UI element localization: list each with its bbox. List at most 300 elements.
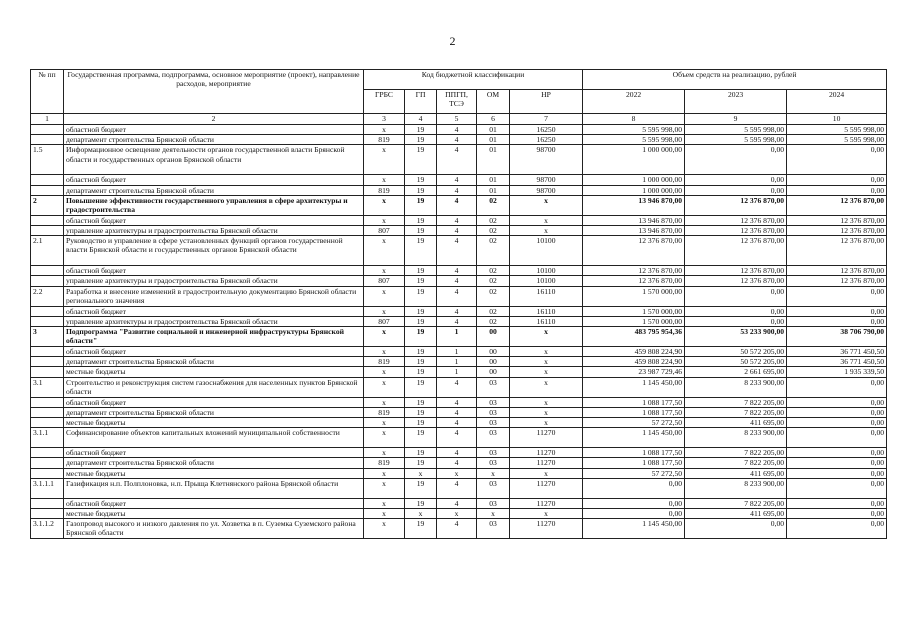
row-number: 3.1 [31, 377, 64, 397]
value-2022: 459 808 224,90 [583, 347, 685, 357]
grbs-cell: x [364, 428, 405, 448]
table-row [31, 226, 887, 236]
ppgp-cell: 4 [437, 428, 477, 448]
header-ppgp: ППГП, ТСЭ [437, 90, 477, 114]
ppgp-cell: 4 [437, 377, 477, 397]
grbs-cell: x [364, 478, 405, 498]
grbs-cell: 807 [364, 226, 405, 236]
nr-cell: 98700 [510, 175, 583, 185]
value-2023: 411 695,00 [685, 468, 787, 478]
nr-cell: 16250 [510, 135, 583, 145]
value-2023: 0,00 [685, 316, 787, 326]
value-2023: 53 233 900,00 [685, 327, 787, 347]
gp-cell: x [405, 468, 437, 478]
grbs-cell: x [364, 306, 405, 316]
gp-cell: 19 [405, 327, 437, 347]
value-2022: 483 795 954,36 [583, 327, 685, 347]
row-number: 1.5 [31, 145, 64, 175]
nr-cell: 10100 [510, 266, 583, 276]
header-num: № пп [31, 70, 64, 114]
value-2022: 12 376 870,00 [583, 266, 685, 276]
value-2024: 0,00 [787, 145, 887, 175]
ppgp-cell: x [437, 509, 477, 519]
value-2023: 0,00 [685, 145, 787, 175]
value-2024: 36 771 450,50 [787, 357, 887, 367]
row-number [31, 276, 64, 286]
om-cell: 03 [477, 519, 510, 539]
nr-cell: 10100 [510, 236, 583, 266]
gp-cell: 19 [405, 276, 437, 286]
value-2022: 1 000 000,00 [583, 145, 685, 175]
gp-cell: 19 [405, 519, 437, 539]
grbs-cell: x [364, 377, 405, 397]
table-row [31, 236, 887, 266]
nr-cell: 16250 [510, 125, 583, 135]
row-number [31, 125, 64, 135]
grbs-cell: 807 [364, 276, 405, 286]
om-cell: 03 [477, 478, 510, 498]
row-name: областной бюджет [64, 347, 364, 357]
nr-cell: 11270 [510, 448, 583, 458]
grbs-cell: x [364, 195, 405, 215]
om-cell: 03 [477, 428, 510, 448]
row-number [31, 418, 64, 428]
ppgp-cell: 4 [437, 195, 477, 215]
gp-cell: 19 [405, 185, 437, 195]
value-2023: 12 376 870,00 [685, 226, 787, 236]
value-2024: 1 935 339,50 [787, 367, 887, 377]
column-number: 8 [583, 114, 685, 125]
gp-cell: 19 [405, 125, 437, 135]
gp-cell: 19 [405, 226, 437, 236]
grbs-cell: x [364, 347, 405, 357]
column-number: 6 [477, 114, 510, 125]
row-name: областной бюджет [64, 397, 364, 407]
om-cell: 02 [477, 306, 510, 316]
ppgp-cell: 4 [437, 519, 477, 539]
nr-cell: x [510, 509, 583, 519]
gp-cell: 19 [405, 458, 437, 468]
gp-cell: 19 [405, 195, 437, 215]
gp-cell: 19 [405, 175, 437, 185]
value-2022: 1 570 000,00 [583, 316, 685, 326]
gp-cell: 19 [405, 498, 437, 508]
header-2022: 2022 [583, 90, 685, 114]
ppgp-cell: 4 [437, 397, 477, 407]
table-row [31, 347, 887, 357]
ppgp-cell: 4 [437, 478, 477, 498]
row-number [31, 509, 64, 519]
table-row [31, 519, 887, 539]
nr-cell: x [510, 418, 583, 428]
om-cell: 02 [477, 236, 510, 266]
value-2024: 5 595 998,00 [787, 135, 887, 145]
ppgp-cell: 4 [437, 125, 477, 135]
gp-cell: 19 [405, 377, 437, 397]
gp-cell: 19 [405, 236, 437, 266]
row-name: областной бюджет [64, 125, 364, 135]
nr-cell: 16110 [510, 286, 583, 306]
nr-cell: x [510, 377, 583, 397]
nr-cell: x [510, 195, 583, 215]
value-2022: 5 595 998,00 [583, 125, 685, 135]
column-number: 4 [405, 114, 437, 125]
gp-cell: 19 [405, 448, 437, 458]
column-number: 3 [364, 114, 405, 125]
ppgp-cell: 4 [437, 135, 477, 145]
table-row [31, 407, 887, 417]
om-cell: 02 [477, 266, 510, 276]
om-cell: x [477, 509, 510, 519]
value-2022: 23 987 729,46 [583, 367, 685, 377]
row-name: департамент строительства Брянской области [64, 185, 364, 195]
value-2024: 36 771 450,50 [787, 347, 887, 357]
gp-cell: 19 [405, 357, 437, 367]
table-row [31, 428, 887, 448]
value-2022: 1 088 177,50 [583, 458, 685, 468]
column-number: 9 [685, 114, 787, 125]
row-number [31, 458, 64, 468]
gp-cell: 19 [405, 397, 437, 407]
row-name: местные бюджеты [64, 367, 364, 377]
nr-cell: 11270 [510, 478, 583, 498]
table-row [31, 468, 887, 478]
table-row [31, 377, 887, 397]
table-row [31, 478, 887, 498]
table-row [31, 397, 887, 407]
table-row [31, 276, 887, 286]
om-cell: 02 [477, 215, 510, 225]
table-row [31, 286, 887, 306]
row-name: Подпрограмма "Развитие социальной и инженерной инфраструктуры Брянской области" [64, 327, 364, 347]
nr-cell: 98700 [510, 145, 583, 175]
ppgp-cell: 4 [437, 266, 477, 276]
value-2024: 0,00 [787, 498, 887, 508]
row-number: 3.1.1 [31, 428, 64, 448]
row-number [31, 367, 64, 377]
row-name: департамент строительства Брянской области [64, 135, 364, 145]
row-number [31, 266, 64, 276]
table-row [31, 327, 887, 347]
value-2024: 0,00 [787, 286, 887, 306]
grbs-cell: x [364, 367, 405, 377]
om-cell: 03 [477, 458, 510, 468]
om-cell: 02 [477, 286, 510, 306]
grbs-cell: x [364, 327, 405, 347]
row-number: 3.1.1.1 [31, 478, 64, 498]
value-2023: 12 376 870,00 [685, 195, 787, 215]
value-2022: 1 000 000,00 [583, 185, 685, 195]
nr-cell: 11270 [510, 428, 583, 448]
row-name: Информационное освещение деятельности органов государственной власти Брянской области и государственных органов Брянской области [64, 145, 364, 175]
row-number: 2.2 [31, 286, 64, 306]
value-2023: 0,00 [685, 175, 787, 185]
grbs-cell: x [364, 266, 405, 276]
header-grbs: ГРБС [364, 90, 405, 114]
row-number: 2.1 [31, 236, 64, 266]
row-name: Софинансирование объектов капитальных вложений муниципальной собственности [64, 428, 364, 448]
value-2024: 0,00 [787, 397, 887, 407]
value-2022: 459 808 224,90 [583, 357, 685, 367]
om-cell: 00 [477, 347, 510, 357]
grbs-cell: x [364, 468, 405, 478]
gp-cell: 19 [405, 316, 437, 326]
table-row [31, 266, 887, 276]
value-2022: 1 570 000,00 [583, 286, 685, 306]
grbs-cell: x [364, 125, 405, 135]
row-name: Газопровод высокого и низкого давления по ул. Хозветка в п. Суземка Суземского района Брянской области [64, 519, 364, 539]
row-name: местные бюджеты [64, 509, 364, 519]
nr-cell: 11270 [510, 519, 583, 539]
nr-cell: 16110 [510, 316, 583, 326]
ppgp-cell: 4 [437, 185, 477, 195]
value-2024: 0,00 [787, 448, 887, 458]
om-cell: x [477, 468, 510, 478]
value-2023: 411 695,00 [685, 509, 787, 519]
value-2023: 12 376 870,00 [685, 276, 787, 286]
row-name: местные бюджеты [64, 418, 364, 428]
row-name: управление архитектуры и градостроительства Брянской области [64, 276, 364, 286]
om-cell: 02 [477, 316, 510, 326]
value-2022: 12 376 870,00 [583, 236, 685, 266]
grbs-cell: x [364, 509, 405, 519]
row-name: управление архитектуры и градостроительства Брянской области [64, 226, 364, 236]
om-cell: 01 [477, 125, 510, 135]
table-row [31, 195, 887, 215]
budget-table [30, 69, 887, 539]
om-cell: 01 [477, 175, 510, 185]
value-2023: 5 595 998,00 [685, 125, 787, 135]
table-row [31, 306, 887, 316]
nr-cell: 10100 [510, 276, 583, 286]
header-2023: 2023 [685, 90, 787, 114]
value-2022: 1 145 450,00 [583, 519, 685, 539]
nr-cell: x [510, 215, 583, 225]
row-name: Разработка и внесение изменений в градостроительную документацию Брянской области регионального значения [64, 286, 364, 306]
ppgp-cell: 4 [437, 175, 477, 185]
om-cell: 00 [477, 357, 510, 367]
header-kbk: Код бюджетной классификации [364, 70, 583, 90]
row-number [31, 226, 64, 236]
nr-cell: x [510, 226, 583, 236]
value-2022: 13 946 870,00 [583, 215, 685, 225]
grbs-cell: 819 [364, 357, 405, 367]
value-2023: 2 661 695,00 [685, 367, 787, 377]
value-2024: 12 376 870,00 [787, 236, 887, 266]
row-number [31, 357, 64, 367]
gp-cell: 19 [405, 347, 437, 357]
row-number [31, 175, 64, 185]
value-2024: 12 376 870,00 [787, 195, 887, 215]
row-number: 3.1.1.2 [31, 519, 64, 539]
row-name: областной бюджет [64, 498, 364, 508]
value-2024: 0,00 [787, 377, 887, 397]
nr-cell: 98700 [510, 185, 583, 195]
row-name: областной бюджет [64, 266, 364, 276]
header-2024: 2024 [787, 90, 887, 114]
nr-cell: x [510, 347, 583, 357]
column-number-row [31, 114, 887, 125]
value-2023: 8 233 900,00 [685, 428, 787, 448]
row-number [31, 498, 64, 508]
table-row [31, 185, 887, 195]
om-cell: 03 [477, 407, 510, 417]
gp-cell: 19 [405, 418, 437, 428]
table-row [31, 418, 887, 428]
om-cell: 03 [477, 397, 510, 407]
row-name: департамент строительства Брянской области [64, 407, 364, 417]
value-2022: 12 376 870,00 [583, 276, 685, 286]
nr-cell: x [510, 397, 583, 407]
value-2024: 12 376 870,00 [787, 215, 887, 225]
grbs-cell: x [364, 145, 405, 175]
nr-cell: x [510, 407, 583, 417]
table-row [31, 125, 887, 135]
gp-cell: 19 [405, 407, 437, 417]
grbs-cell: x [364, 286, 405, 306]
value-2023: 7 822 205,00 [685, 397, 787, 407]
gp-cell: 19 [405, 428, 437, 448]
row-number [31, 185, 64, 195]
gp-cell: 19 [405, 286, 437, 306]
gp-cell: 19 [405, 367, 437, 377]
row-name: Строительство и реконструкция систем газоснабжения для населенных пунктов Брянской области [64, 377, 364, 397]
ppgp-cell: 4 [437, 316, 477, 326]
ppgp-cell: 4 [437, 226, 477, 236]
gp-cell: 19 [405, 306, 437, 316]
ppgp-cell: 4 [437, 215, 477, 225]
value-2022: 1 088 177,50 [583, 397, 685, 407]
value-2024: 0,00 [787, 458, 887, 468]
row-name: департамент строительства Брянской области [64, 458, 364, 468]
ppgp-cell: 1 [437, 367, 477, 377]
value-2022: 57 272,50 [583, 418, 685, 428]
table-row [31, 448, 887, 458]
table-row [31, 316, 887, 326]
table-row [31, 215, 887, 225]
column-number: 1 [31, 114, 64, 125]
page-number: 2 [449, 34, 456, 48]
row-number [31, 468, 64, 478]
grbs-cell: x [364, 215, 405, 225]
value-2022: 1 088 177,50 [583, 407, 685, 417]
grbs-cell: 819 [364, 458, 405, 468]
row-number [31, 215, 64, 225]
grbs-cell: x [364, 418, 405, 428]
om-cell: 00 [477, 367, 510, 377]
nr-cell: 11270 [510, 498, 583, 508]
nr-cell: 16110 [510, 306, 583, 316]
value-2024: 5 595 998,00 [787, 125, 887, 135]
grbs-cell: 819 [364, 185, 405, 195]
value-2023: 5 595 998,00 [685, 135, 787, 145]
om-cell: 03 [477, 377, 510, 397]
value-2022: 13 946 870,00 [583, 195, 685, 215]
value-2022: 1 145 450,00 [583, 377, 685, 397]
row-number [31, 316, 64, 326]
value-2024: 0,00 [787, 175, 887, 185]
value-2024: 0,00 [787, 428, 887, 448]
gp-cell: 19 [405, 135, 437, 145]
value-2023: 0,00 [685, 519, 787, 539]
grbs-cell: x [364, 236, 405, 266]
row-name: департамент строительства Брянской области [64, 357, 364, 367]
value-2022: 0,00 [583, 498, 685, 508]
ppgp-cell: 4 [437, 306, 477, 316]
value-2023: 0,00 [685, 306, 787, 316]
om-cell: 02 [477, 195, 510, 215]
value-2023: 12 376 870,00 [685, 215, 787, 225]
row-name: местные бюджеты [64, 468, 364, 478]
column-number: 2 [64, 114, 364, 125]
value-2023: 0,00 [685, 185, 787, 195]
row-number: 2 [31, 195, 64, 215]
value-2024: 0,00 [787, 509, 887, 519]
row-name: областной бюджет [64, 448, 364, 458]
header-nr: НР [510, 90, 583, 114]
value-2024: 0,00 [787, 418, 887, 428]
ppgp-cell: 4 [437, 236, 477, 266]
om-cell: 00 [477, 327, 510, 347]
gp-cell: 19 [405, 266, 437, 276]
nr-cell: x [510, 357, 583, 367]
header-om: ОМ [477, 90, 510, 114]
value-2022: 1 570 000,00 [583, 306, 685, 316]
value-2024: 12 376 870,00 [787, 226, 887, 236]
value-2024: 0,00 [787, 407, 887, 417]
gp-cell: 19 [405, 215, 437, 225]
value-2024: 0,00 [787, 316, 887, 326]
row-number [31, 347, 64, 357]
grbs-cell: x [364, 175, 405, 185]
value-2024: 0,00 [787, 519, 887, 539]
value-2023: 7 822 205,00 [685, 498, 787, 508]
table-row [31, 498, 887, 508]
ppgp-cell: 4 [437, 418, 477, 428]
gp-cell: 19 [405, 478, 437, 498]
ppgp-cell: 1 [437, 357, 477, 367]
value-2022: 57 272,50 [583, 468, 685, 478]
ppgp-cell: x [437, 468, 477, 478]
ppgp-cell: 4 [437, 458, 477, 468]
value-2022: 0,00 [583, 509, 685, 519]
value-2023: 12 376 870,00 [685, 266, 787, 276]
value-2023: 7 822 205,00 [685, 448, 787, 458]
om-cell: 03 [477, 448, 510, 458]
om-cell: 02 [477, 226, 510, 236]
value-2022: 13 946 870,00 [583, 226, 685, 236]
row-name: Руководство и управление в сфере установленных функций органов государственной власти Брянской области и государственных органов Брянской области [64, 236, 364, 266]
grbs-cell: 819 [364, 135, 405, 145]
value-2022: 0,00 [583, 478, 685, 498]
table-row [31, 357, 887, 367]
row-number [31, 397, 64, 407]
grbs-cell: 807 [364, 316, 405, 326]
row-number: 3 [31, 327, 64, 347]
table-row [31, 175, 887, 185]
ppgp-cell: 4 [437, 498, 477, 508]
table-row [31, 145, 887, 175]
om-cell: 01 [477, 135, 510, 145]
table-body [31, 125, 887, 539]
ppgp-cell: 1 [437, 327, 477, 347]
grbs-cell: 819 [364, 407, 405, 417]
grbs-cell: x [364, 498, 405, 508]
ppgp-cell: 4 [437, 448, 477, 458]
nr-cell: x [510, 367, 583, 377]
ppgp-cell: 4 [437, 407, 477, 417]
row-name: Повышение эффективности государственного управления в сфере архитектуры и градостроительства [64, 195, 364, 215]
